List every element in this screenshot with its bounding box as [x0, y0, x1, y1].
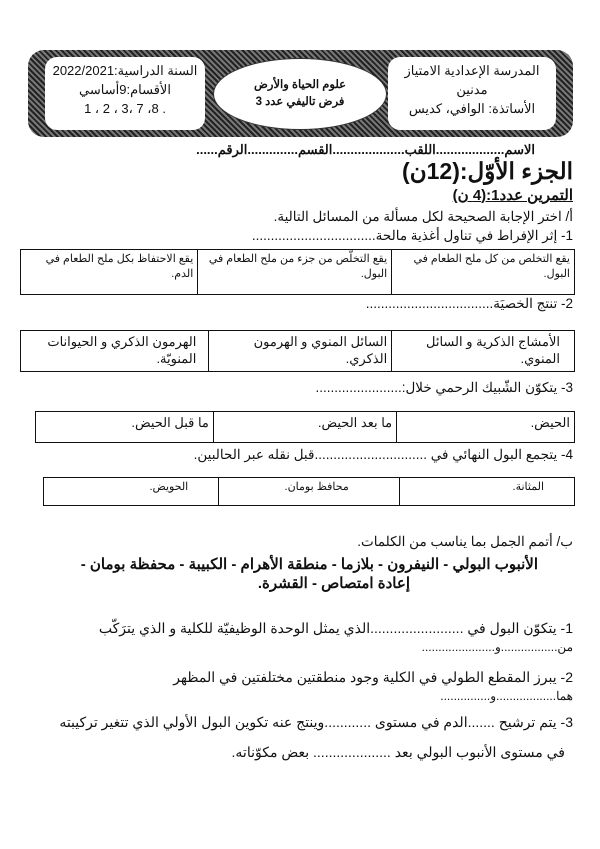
school-name: المدرسة الإعدادية الامتياز: [404, 63, 540, 78]
option[interactable]: يقع الاحتفاظ بكل ملح الطعام في الدم.: [21, 250, 198, 295]
header-band: [28, 50, 573, 137]
student-info-line: الاسم...................اللقب....................القسم..............الرقم......: [196, 142, 535, 157]
subject-ellipse: [213, 58, 387, 130]
subject-name: علوم الحياة والأرض: [253, 79, 346, 91]
option[interactable]: الأمشاج الذكرية و السائل المنوي.: [392, 331, 575, 372]
option[interactable]: الحيض.: [397, 412, 575, 443]
school-year: السنة الدراسية:2022/2021: [52, 63, 198, 78]
question-1: 1- إثر الإفراط في تناول أغذية مالحة.................................: [251, 228, 573, 243]
word-bank-line-1: الأنبوب البولي - النيفرون - بلازما - منطقة الأهرام - الكبيبة - محفظة بومان -: [80, 556, 538, 573]
option[interactable]: المثانة.: [399, 478, 574, 506]
question-3: 3- يتكوّن الشّبيك الرحمي خلال:.......................: [315, 380, 573, 395]
question-2: 2- تنتج الخصيَة..................................: [365, 296, 573, 311]
part-title: الجزء الأوّل:(12ن): [402, 158, 573, 184]
sentence-3-continuation: في مستوى الأنبوب البولي بعد .................... بعض مكوّناته.: [231, 744, 565, 760]
sentence-2-continuation: هما..................و...............: [440, 689, 573, 703]
grade: الأقسام:9أساسي: [79, 82, 171, 97]
word-bank-line-2: إعادة امتصاص - القشرة.: [257, 575, 410, 592]
school-city: مدنين: [456, 82, 488, 97]
options-table-3: [35, 411, 575, 443]
section-b-instruction: ب/ أتمم الجمل بما يناسب من الكلمات.: [357, 534, 573, 549]
option[interactable]: الهرمون الذكري و الحيوانات المنويّة.: [21, 331, 209, 372]
teachers: الأساتذة: الوافي، كديس: [408, 101, 536, 116]
option[interactable]: ما قبل الحيض.: [36, 412, 214, 443]
exercise-title: التمرين عدد1:(4 ن): [452, 187, 573, 204]
option[interactable]: يقع التخلّص من جزء من ملح الطعام في البول.: [198, 250, 392, 295]
option[interactable]: الحويض.: [44, 478, 219, 506]
school-info: [388, 57, 556, 130]
exam-name: فرض تاليفي عدد 3: [255, 96, 345, 108]
sentence-1-continuation: من.................و......................: [421, 640, 573, 654]
year-info: [45, 57, 205, 130]
option[interactable]: محافظ بومان.: [219, 478, 400, 506]
option[interactable]: السائل المنوي و الهرمون الذكري.: [209, 331, 392, 372]
options-table-4: [43, 477, 575, 506]
question-4: 4- يتجمع البول النهائي في ..............................قبل نقله عبر الحالبين.: [193, 447, 573, 462]
classes: . 8، 7 ،3 ، 2 ، 1: [84, 101, 166, 116]
section-a-instruction: أ/ اختر الإجابة الصحيحة لكل مسألة من المسائل التالية.: [273, 209, 573, 224]
option[interactable]: ما بعد الحيض.: [213, 412, 396, 443]
options-table-1: [20, 249, 575, 295]
sentence-1: 1- يتكوّن البول في ........................الذي يمثل الوحدة الوظيفيّة للكلية و الذي يترَكّب: [98, 620, 573, 636]
option[interactable]: يقع التخلص من كل ملح الطعام في البول.: [392, 250, 575, 295]
sentence-2: 2- يبرز المقطع الطولي في الكلية وجود منطقتين مختلفتين في المظهر: [173, 669, 573, 685]
options-table-2: [20, 330, 575, 372]
sentence-3: 3- يتم ترشيح .......الدم في مستوى ............وينتج عنه تكوين البول الأولي الذي تتغير تركيبته: [59, 714, 573, 730]
